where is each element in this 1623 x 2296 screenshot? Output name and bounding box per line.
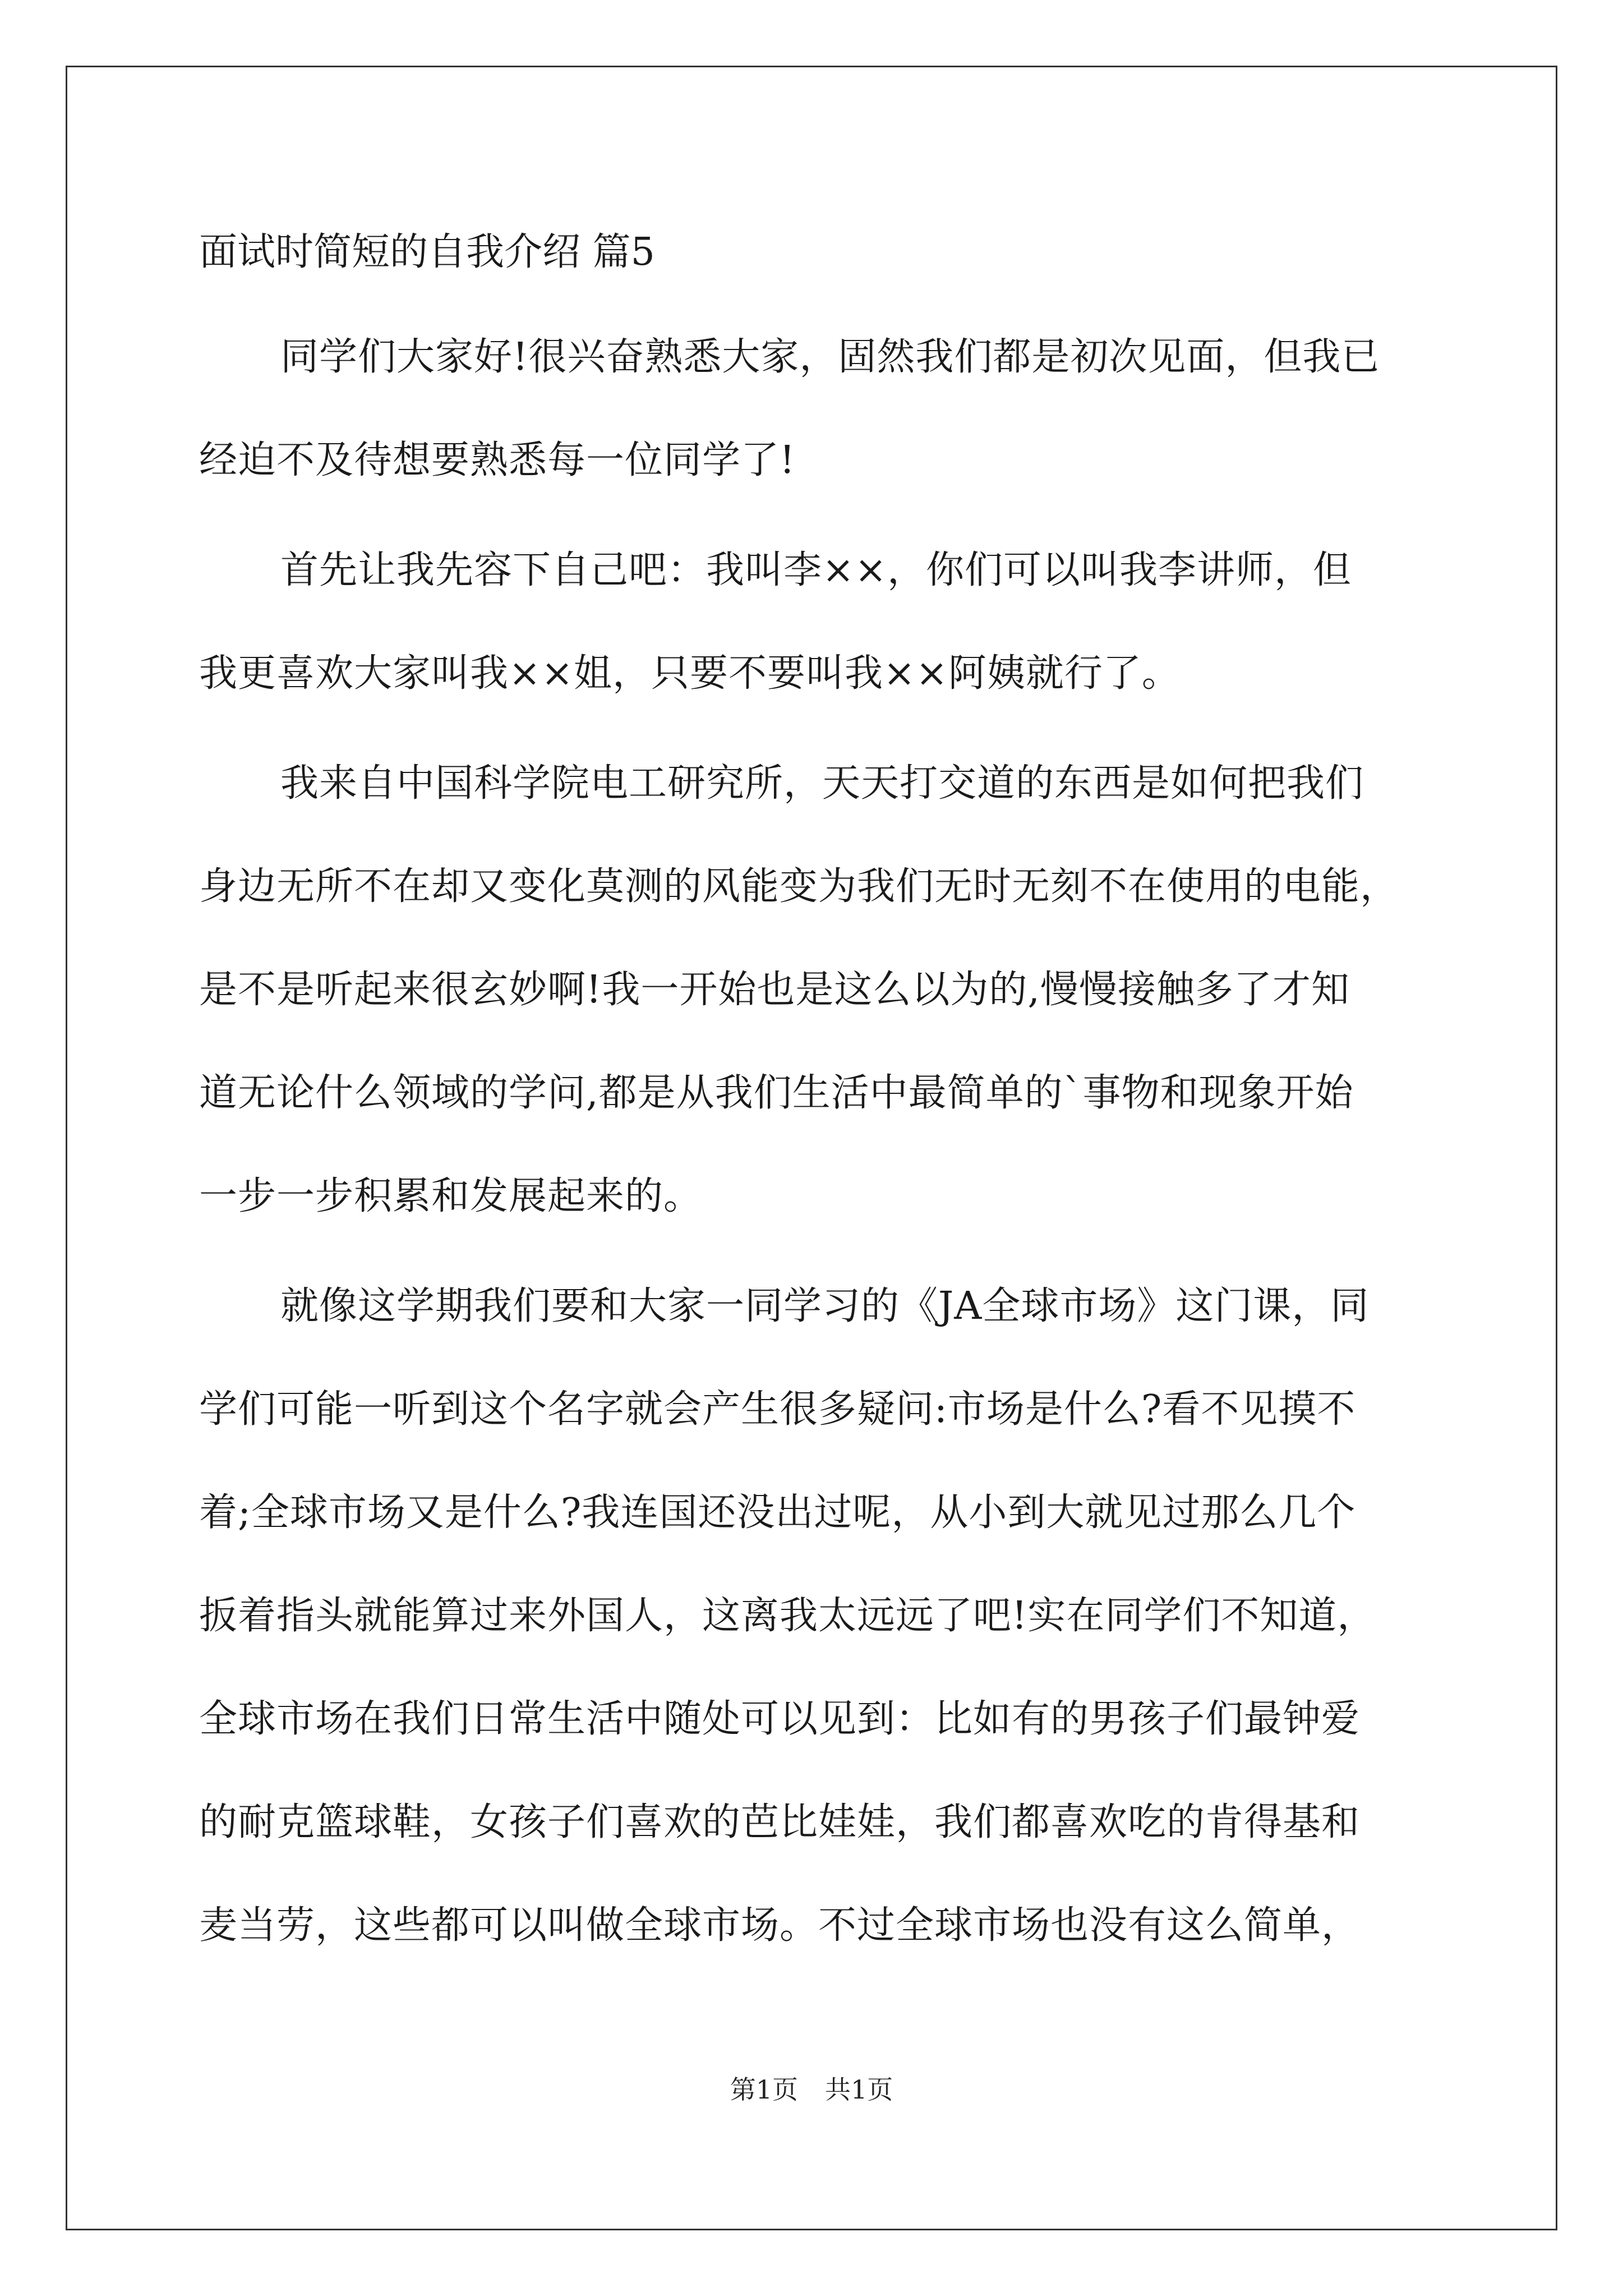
document-body [199, 222, 1433, 1984]
paragraph-line: 着;全球市场又是什么?我连国还没出过呢，从小到大就见过那么几个 [199, 1490, 1356, 1535]
paragraph-line: 我更喜欢大家叫我××姐，只要不要叫我××阿姨就行了。 [199, 651, 1181, 696]
paragraph-line: 学们可能一听到这个名字就会产生很多疑问:市场是什么?看不见摸不 [199, 1387, 1356, 1432]
paragraph-2 [199, 519, 1433, 725]
paragraph-line: 同学们大家好!很兴奋熟悉大家，固然我们都是初次见面，但我已 [280, 335, 1380, 379]
page-total: 共1页 [825, 2074, 893, 2105]
paragraph-line: 我来自中国科学院电工研究所，天天打交道的东西是如何把我们 [280, 761, 1364, 806]
paragraph-line: 身边无所不在却又变化莫测的风能变为我们无时无刻不在使用的电能， [199, 864, 1399, 909]
paragraph-line: 经迫不及待想要熟悉每一位同学了! [199, 438, 796, 482]
page-footer [0, 2073, 1623, 2106]
paragraph-line: 扳着指头就能算过来外国人，这离我太远远了吧!实在同学们不知道， [199, 1594, 1376, 1638]
page-number: 第1页 [730, 2074, 798, 2105]
paragraph-line: 的耐克篮球鞋，女孩子们喜欢的芭比娃娃，我们都喜欢吃的肯得基和 [199, 1800, 1361, 1844]
paragraph-line: 麦当劳，这些都可以叫做全球市场。不过全球市场也没有这么简单， [199, 1903, 1361, 1948]
paragraph-line: 一步一步积累和发展起来的。 [199, 1174, 703, 1218]
paragraph-line: 就像这学期我们要和大家一同学习的《JA全球市场》这门课，同 [280, 1284, 1370, 1328]
paragraph-line: 道无论什么领域的学问,都是从我们生活中最简单的`事物和现象开始 [199, 1071, 1354, 1115]
paragraph-line: 首先让我先容下自己吧：我叫李××，你们可以叫我李讲师，但 [280, 548, 1352, 592]
paragraph-line: 是不是听起来很玄妙啊!我一开始也是这么以为的,慢慢接触多了才知 [199, 968, 1350, 1012]
paragraph-1 [199, 306, 1433, 512]
paragraph-4 [199, 1255, 1433, 1977]
paragraph-3 [199, 732, 1433, 1248]
document-title: 面试时简短的自我介绍 篇5 [199, 230, 655, 274]
paragraph-line: 全球市场在我们日常生活中随处可以见到：比如有的男孩子们最钟爱 [199, 1697, 1361, 1741]
